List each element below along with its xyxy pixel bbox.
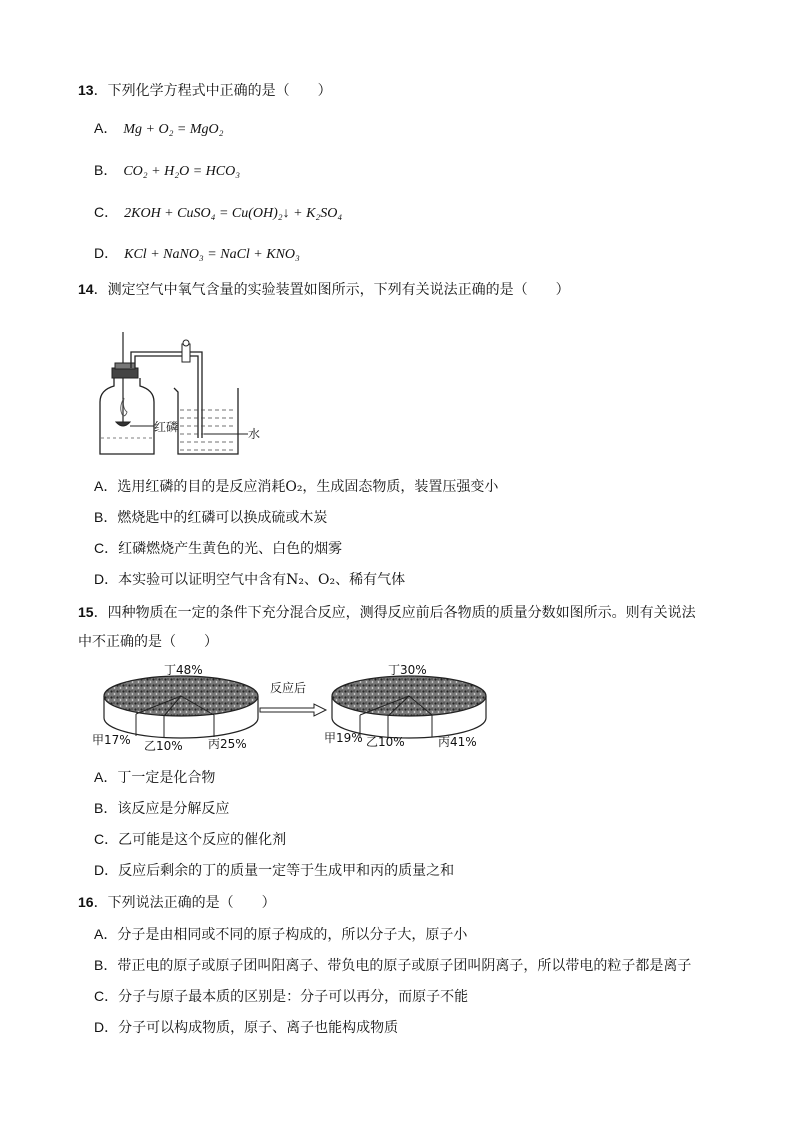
q13-option-c[interactable]: C． 2KOH + CuSO₄ = Cu(OH)₂↓ + K₂SO₄ <box>94 204 343 221</box>
question-13-number: 13 <box>78 82 94 98</box>
after-yi-label: 乙10% <box>366 735 405 749</box>
q15-option-d[interactable]: D．反应后剩余的丁的质量一定等于生成甲和丙的质量之和 <box>94 862 455 879</box>
red-phosphorus-label: 红磷 <box>154 420 179 434</box>
mass-fraction-figure <box>92 660 492 756</box>
before-jia-label: 甲17% <box>92 733 131 747</box>
water-label: 水 <box>248 427 261 441</box>
after-disk <box>324 663 486 749</box>
after-bing-label: 丙41% <box>438 735 477 749</box>
q15-option-c[interactable]: C．乙可能是这个反应的催化剂 <box>94 831 287 848</box>
q14-option-b[interactable]: B．燃烧匙中的红磷可以换成硫或木炭 <box>94 509 328 526</box>
q15-option-a[interactable]: A．丁一定是化合物 <box>94 769 216 786</box>
q13-option-c-formula: 2KOH + CuSO₄ = Cu(OH)₂↓ + K₂SO₄ <box>124 206 343 221</box>
oxygen-experiment-figure <box>96 330 276 458</box>
q16-option-b[interactable]: B．带正电的原子或原子团叫阳离子、带负电的原子或原子团叫阴离子，所以带电的粒子都是离子 <box>94 957 692 974</box>
question-13-text: ．下列化学方程式中正确的是（ ） <box>93 83 332 99</box>
before-disk <box>92 663 258 753</box>
question-16-text: ．下列说法正确的是（ ） <box>93 895 276 911</box>
reaction-arrow-icon <box>260 704 326 716</box>
question-14-number: 14 <box>78 281 94 297</box>
q16-option-c[interactable]: C．分子与原子最本质的区别是：分子可以再分，而原子不能 <box>94 988 469 1005</box>
q15-option-b[interactable]: B．该反应是分解反应 <box>94 800 230 817</box>
after-jia-label: 甲19% <box>324 731 363 745</box>
q16-option-d[interactable]: D．分子可以构成物质，原子、离子也能构成物质 <box>94 1019 399 1036</box>
question-15-number: 15 <box>78 604 94 620</box>
reaction-arrow-label: 反应后 <box>270 681 307 695</box>
question-14-text: ．测定空气中氧气含量的实验装置如图所示，下列有关说法正确的是（ ） <box>93 282 570 298</box>
question-14-stem <box>78 279 570 300</box>
q14-option-c[interactable]: C．红磷燃烧产生黄色的光、白色的烟雾 <box>94 540 343 557</box>
q13-option-b-formula: CO₂ + H₂O = HCO₃ <box>123 164 241 179</box>
q13-option-d-formula: KCl + NaNO₃ = NaCl + KNO₃ <box>124 247 300 262</box>
q13-option-b[interactable]: B． CO₂ + H₂O = HCO₃ <box>94 162 241 179</box>
q13-option-a[interactable]: A． Mg + O₂ = MgO₂ <box>94 120 224 137</box>
q14-option-d[interactable]: D．本实验可以证明空气中含有N₂、O₂、稀有气体 <box>94 571 406 588</box>
question-16-stem <box>78 892 276 913</box>
q13-option-d[interactable]: D． KCl + NaNO₃ = NaCl + KNO₃ <box>94 245 300 262</box>
before-yi-label: 乙10% <box>144 739 183 753</box>
q16-option-a[interactable]: A．分子是由相同或不同的原子构成的，所以分子大，原子小 <box>94 926 468 943</box>
before-ding-label: 丁48% <box>164 663 203 677</box>
question-15-stem-line-1: 15．四种物质在一定的条件下充分混合反应，测得反应前后各物质的质量分数如图所示。则有关说法 <box>78 604 696 621</box>
question-13-stem <box>78 80 332 101</box>
before-bing-label: 丙25% <box>208 737 247 751</box>
q14-option-a[interactable]: A．选用红磷的目的是反应消耗O₂，生成固态物质，装置压强变小 <box>94 478 499 495</box>
q13-option-a-formula: Mg + O₂ = MgO₂ <box>123 122 224 137</box>
after-ding-label: 丁30% <box>388 663 427 677</box>
question-15-stem-line-2: 中不正确的是（ ） <box>78 634 218 650</box>
question-16-number: 16 <box>78 894 94 910</box>
